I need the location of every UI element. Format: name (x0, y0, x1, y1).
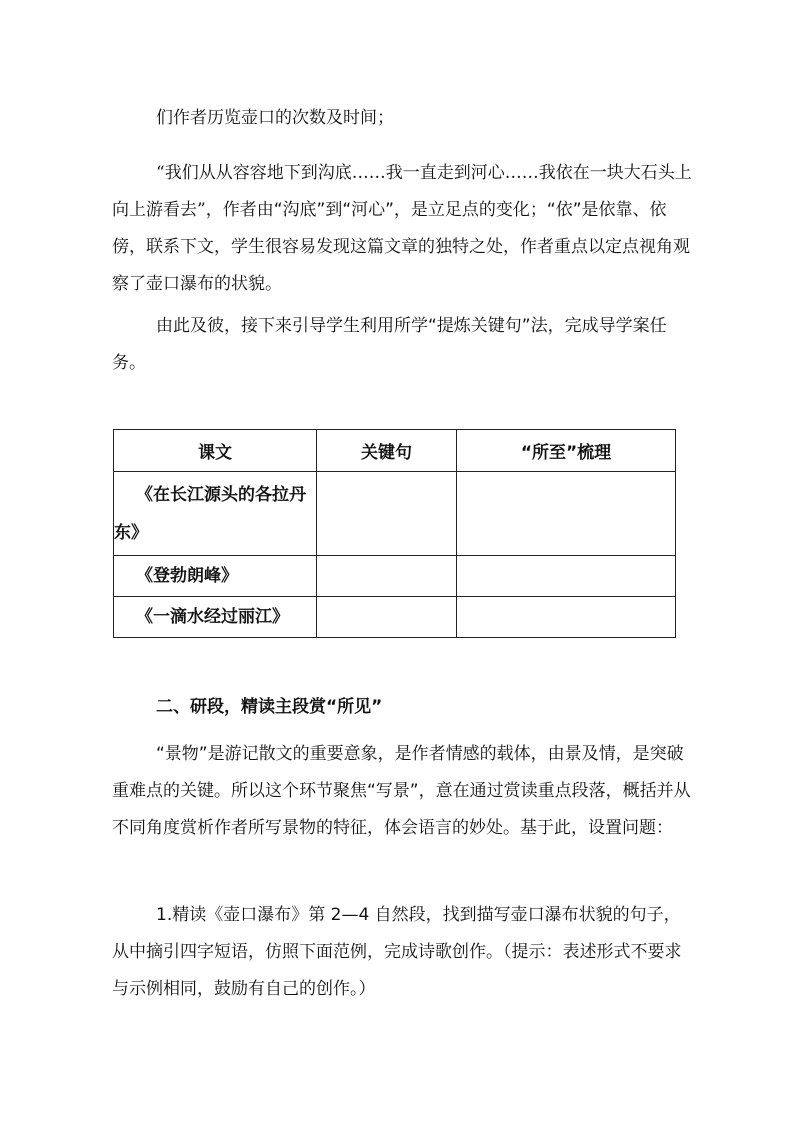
analysis-text: ，作者由“沟底”到“河心”，是立足点的变化；“依”是依靠、依傍，联系下文，学生很容易发现这篇文章的独特之处，作者重点以定点视角观察了壶口瀑布的状貌。 (112, 200, 690, 294)
table-row (114, 597, 676, 638)
cell-title-text: 《登勃朗峰》 (136, 566, 238, 586)
table-cell-title (114, 472, 317, 556)
key-sentence-table (113, 429, 676, 638)
section-heading: 二、研段，精读主段赏“所见” (156, 697, 383, 717)
transition-text: 由此及彼，接下来引导学生利用所学“提炼关键句”法，完成导学案任务。 (112, 316, 667, 373)
table-cell-empty (317, 556, 457, 597)
table-row (114, 556, 676, 597)
header-text: 课文 (114, 430, 317, 472)
table-cell-title (114, 556, 317, 597)
table-cell-empty (457, 597, 676, 638)
scenery-text: “景物”是游记散文的重要意象，是作者情感的载体，由景及情，是突破重难点的关键。所以这个环节聚焦“写景”，意在通过赏读重点段落，概括并从不同角度赏析作者所写景物的特征，体会语言的妙处。基于此，设置问题： (112, 744, 691, 838)
text-continuation: 们作者历览壶口的次数及时间； (156, 108, 394, 128)
cell-title-text: 《一滴水经过丽江》 (136, 607, 289, 627)
table-cell-empty (317, 597, 457, 638)
cell-title-text: 《在长江源头的各拉丹东》 (114, 484, 306, 543)
table-header-row (114, 430, 676, 472)
quoted-text: “我们从从容容地下到沟底……我一直走到河心……我依在一块大石头上向上游看去” (112, 163, 692, 220)
paragraph-continuation (112, 100, 692, 137)
table-cell-empty (457, 472, 676, 556)
header-route: “所至”梳理 (457, 430, 676, 472)
paragraph-quote-analysis (112, 155, 692, 303)
table-cell-empty (457, 556, 676, 597)
paragraph-transition (112, 308, 692, 382)
paragraph-task (112, 897, 692, 1008)
header-key-sentence: 关键句 (317, 430, 457, 472)
task-text: 1.精读《壶口瀑布》第 2—4 自然段，找到描写壶口瀑布状貌的句子，从中摘引四字短语，仿照下面范例，完成诗歌创作。（提示：表述形式不要求与示例相同，鼓励有自己的创作。） (112, 905, 682, 999)
table-cell-title (114, 597, 317, 638)
table-row (114, 472, 676, 556)
paragraph-scenery (112, 736, 692, 847)
table-cell-empty (317, 472, 457, 556)
